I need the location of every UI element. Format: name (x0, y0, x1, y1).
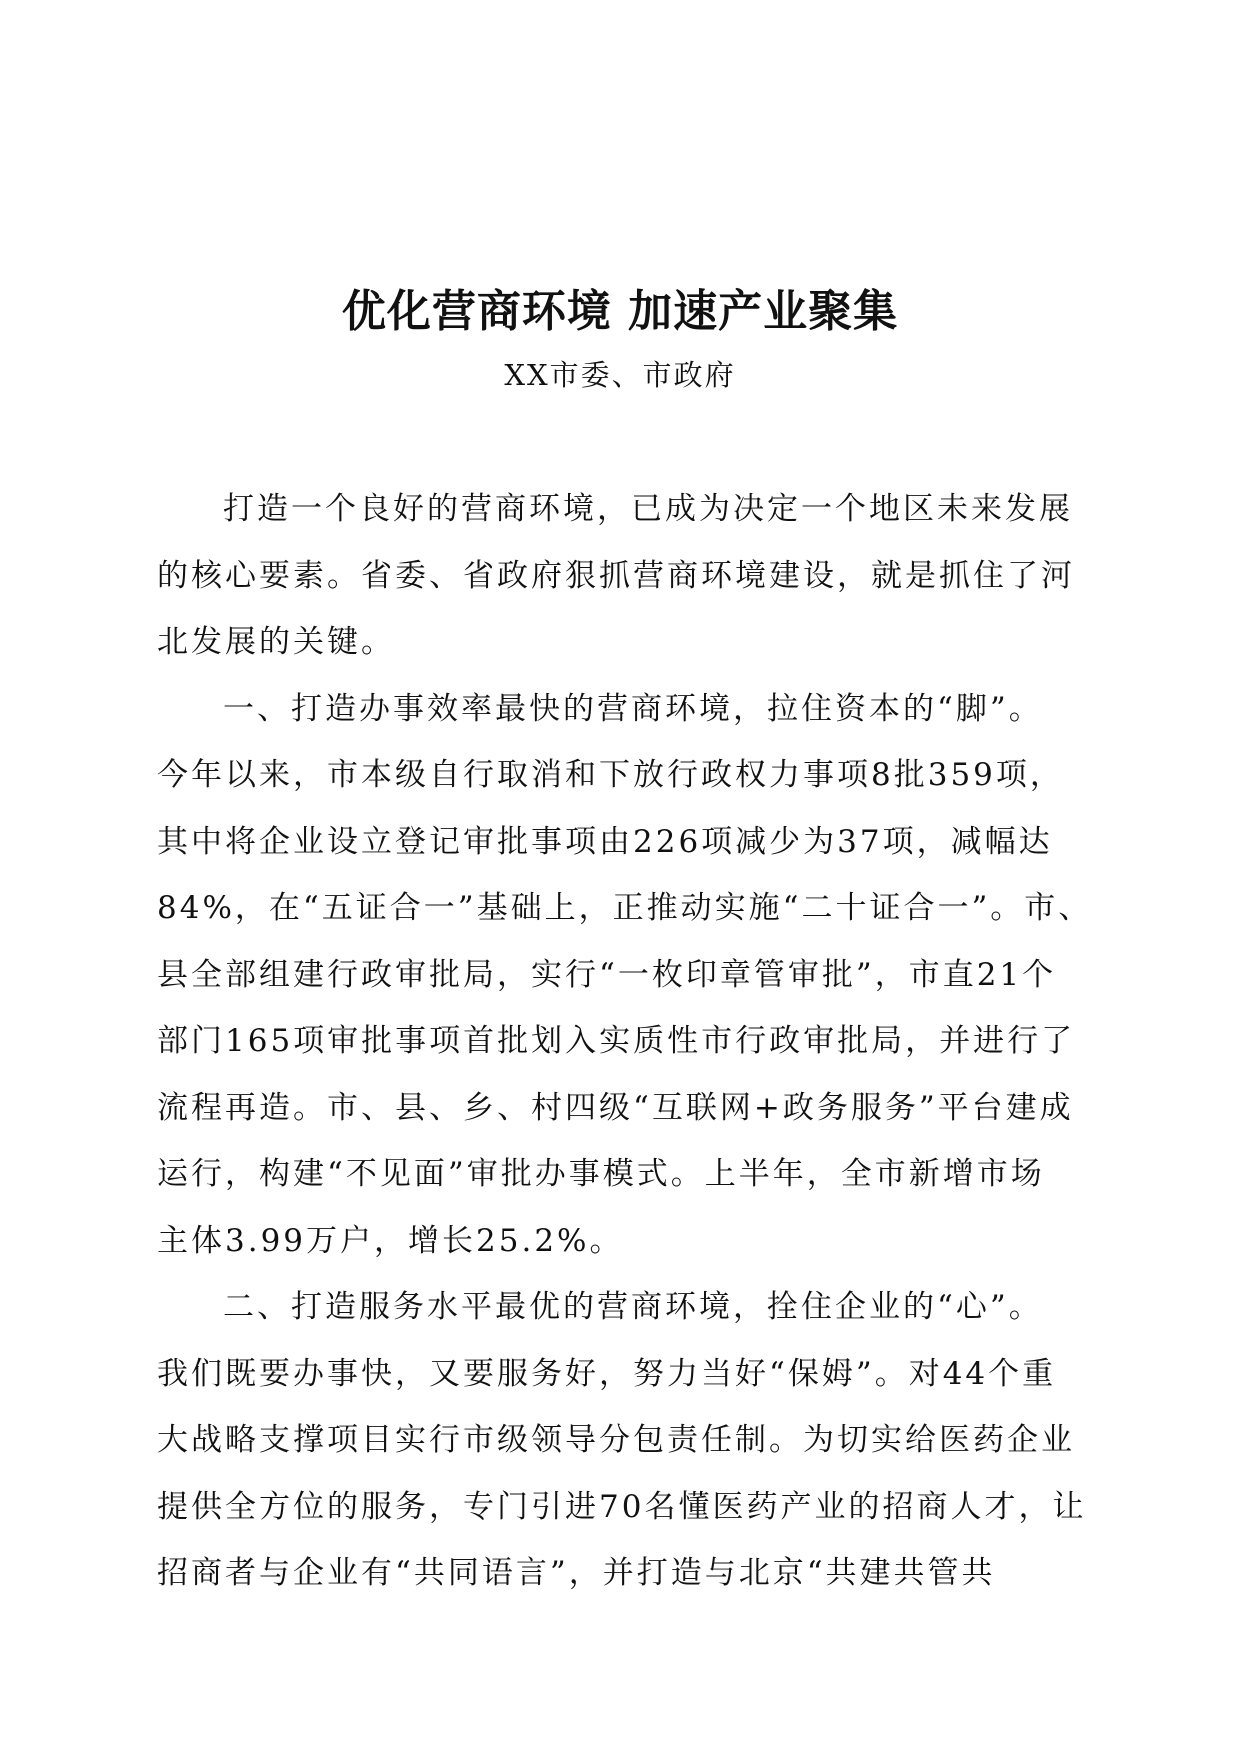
text-line: 今年以来，市本级自行取消和下放行政权力事项8批359项， (157, 757, 1064, 793)
document-byline: XX市委、市政府 (504, 358, 736, 392)
text-line: 提供全方位的服务，专门引进70名懂医药产业的招商人才，让 (157, 1488, 1087, 1525)
text-line: 的核心要素。省委、省政府狠抓营商环境建设，就是抓住了河 (157, 557, 1075, 594)
text-line: 打造一个良好的营商环境，已成为决定一个地区未来发展 (223, 491, 1073, 527)
text-line: 二、打造服务水平最优的营商环境，拴住企业的“心”。 (223, 1289, 1043, 1325)
document-body (157, 476, 1093, 1607)
document-title: 优化营商环境 加速产业聚集 (341, 286, 899, 337)
text-line: 流程再造。市、县、乡、村四级“互联网+政务服务”平台建成 (157, 1089, 1074, 1126)
text-line: 我们既要办事快，又要服务好，努力当好“保姆”。对44个重 (157, 1355, 1057, 1392)
text-line: 部门165项审批事项首批划入实质性市行政审批局，并进行了 (157, 1023, 1076, 1059)
text-line: 84%，在“五证合一”基础上，正推动实施“二十证合一”。市、 (157, 890, 1093, 926)
text-line: 北发展的关键。 (157, 624, 395, 660)
text-line: 一、打造办事效率最快的营商环境，拉住资本的“脚”。 (223, 690, 1043, 727)
text-line: 其中将企业设立登记审批事项由226项减少为37项，减幅达 (157, 823, 1053, 860)
text-line: 招商者与企业有“共同语言”，并打造与北京“共建共管共 (157, 1555, 996, 1591)
text-line: 大战略支撑项目实行市级领导分包责任制。为切实给医药企业 (157, 1422, 1075, 1458)
text-line: 主体3.99万户，增长25.2%。 (157, 1222, 624, 1259)
text-line: 县全部组建行政审批局，实行“一枚印章管审批”，市直21个 (157, 956, 1057, 993)
text-line: 运行，构建“不见面”审批办事模式。上半年，全市新增市场 (157, 1156, 1045, 1192)
